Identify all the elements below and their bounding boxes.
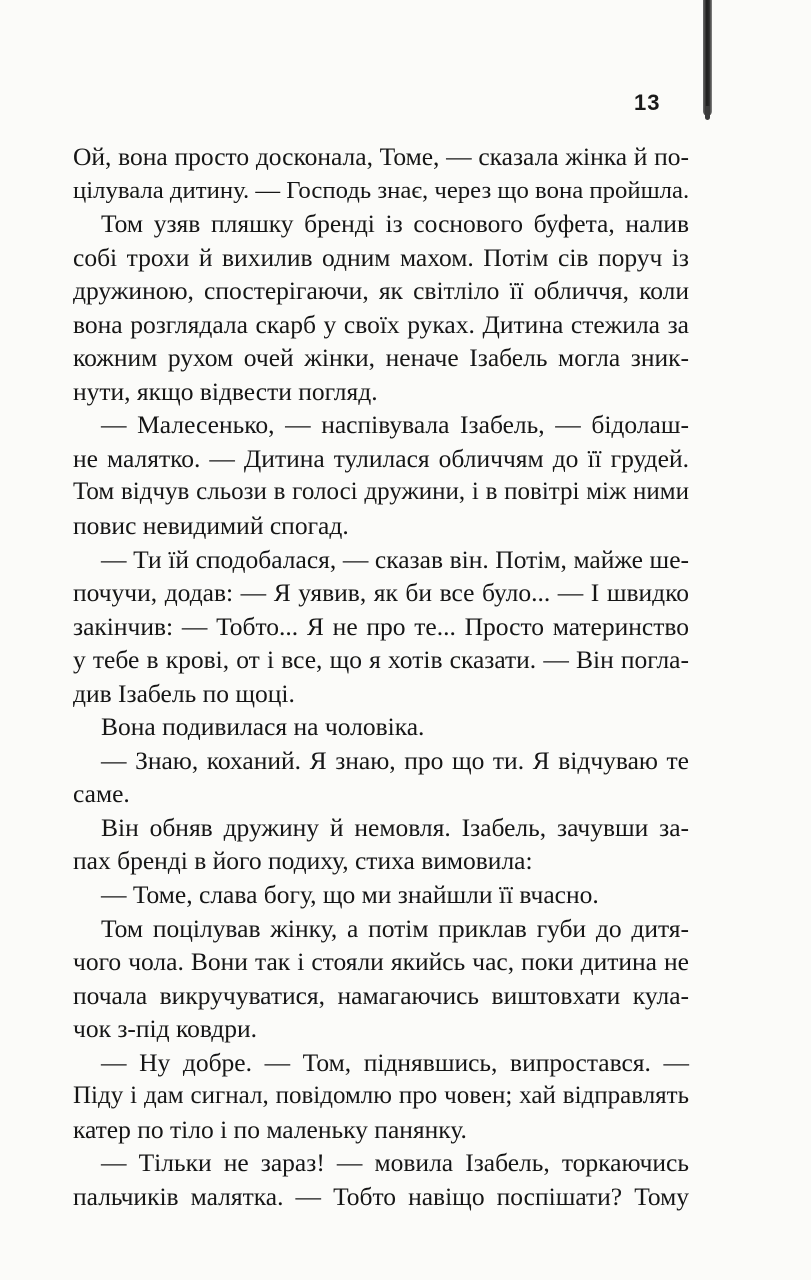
text-line: закінчив: — Тобто... Я не про те... Просто материнство	[73, 611, 689, 641]
text-line: — Тільки не зараз! — мовила Ізабель, торкаючись	[101, 1148, 689, 1178]
text-line: повис невидимий спогад.	[73, 511, 349, 541]
text-line: пах бренді в його подиху, стиха вимовила:	[73, 846, 533, 876]
text-line: кожним рухом очей жінки, неначе Ізабель могла зник-	[73, 343, 689, 373]
text-line: — Томе, слава богу, що ми знайшли її вчасно.	[101, 880, 599, 910]
text-line: дружиною, спостерігаючи, як світліло її обличчя, коли	[73, 276, 689, 306]
text-line: Він обняв дружину й немовля. Ізабель, зачувши за-	[101, 812, 689, 842]
text-line: — Знаю, коханий. Я знаю, про що ти. Я відчуваю те	[101, 745, 689, 775]
text-line: — Малесенько, — наспівувала Ізабель, — бідолаш-	[101, 410, 689, 440]
text-line: нути, якщо відвести погляд.	[73, 376, 378, 406]
text-line: чок з-під ковдри.	[73, 1014, 257, 1044]
text-line: — Ну добре. — Том, піднявшись, випростався. —	[101, 1047, 689, 1077]
page-edge-mark-tip	[705, 106, 710, 120]
text-line: — Ти їй сподобалася, — сказав він. Потім, майже ше-	[101, 544, 689, 574]
text-line: почала викручуватися, намагаючись виштовхати кула-	[73, 980, 689, 1010]
text-line: катер по тіло і по маленьку панянку.	[73, 1114, 467, 1144]
text-line: Вона подивилася на чоловіка.	[101, 712, 425, 742]
page-number: 13	[634, 90, 661, 115]
text-line: пальчиків малятка. — Тобто навіщо поспішати? Тому	[73, 1181, 689, 1211]
text-line: Ой, вона просто досконала, Томе, — сказала жінка й по-	[73, 142, 689, 171]
text-line: Піду і дам сигнал, повідомлю про човен; хай відправлять	[73, 1082, 689, 1110]
text-line: Том відчув сльози в голосі дружини, і в повітрі між ними	[73, 478, 689, 506]
text-line: цілувала дитину. — Господь знає, через що вона пройшла.	[73, 176, 690, 204]
text-line: див Ізабель по щоці.	[73, 678, 295, 708]
text-line: Том поцілував жінку, а потім приклав губи до дитя-	[101, 913, 689, 943]
text-line: у тебе в крові, от і все, що я хотів сказати. — Він погла-	[73, 645, 689, 675]
text-line: саме.	[73, 779, 130, 809]
text-line: чого чола. Вони так і стояли якийсь час, поки дитина не	[73, 947, 689, 977]
text-line: почучи, додав: — Я уявив, як би все було... — І швидко	[73, 578, 689, 608]
text-line: не малятко. — Дитина тулилася обличчям до її грудей.	[73, 443, 689, 473]
text-line: собі трохи й вихилив одним махом. Потім сів поруч із	[73, 242, 689, 272]
body-text	[73, 140, 689, 1214]
page-edge-mark	[703, 0, 712, 116]
text-line: Том узяв пляшку бренді із соснового буфета, налив	[101, 209, 689, 239]
text-line: вона розглядала скарб у своїх руках. Дитина стежила за	[73, 309, 689, 339]
